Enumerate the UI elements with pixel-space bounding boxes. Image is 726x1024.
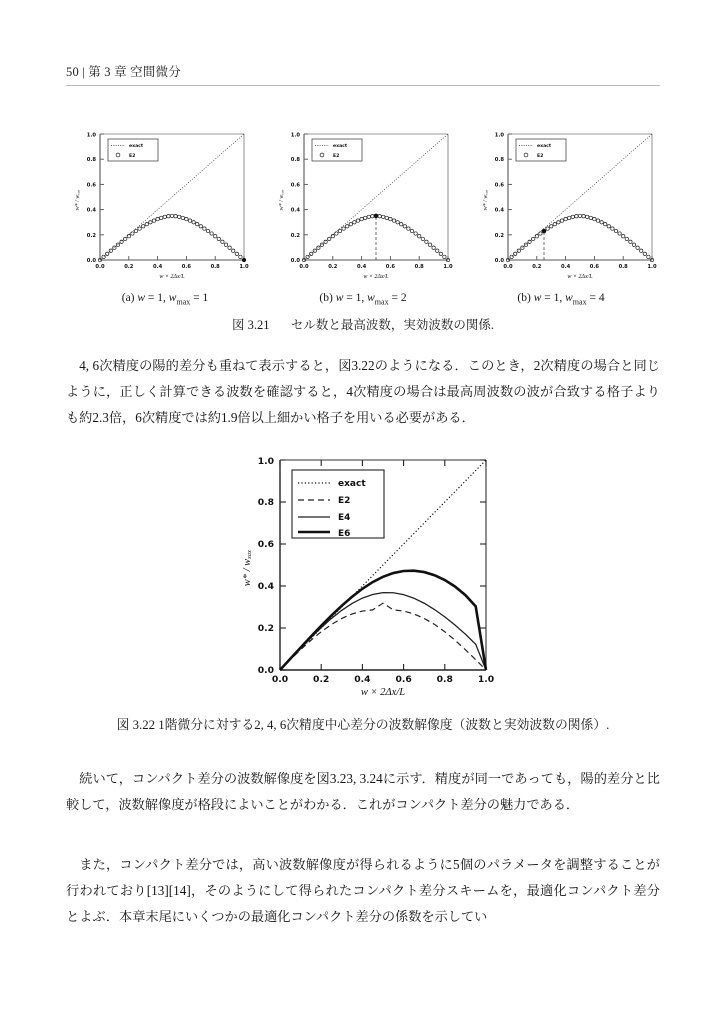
xaxis-label-b: w × 2Δx/L [363,274,389,280]
paragraph-1-text: 4, 6次精度の陽的差分も重ねて表示すると，図3.22のようになる．このとき，2次精度の場合と同じように，正しく計算できる波数を確認すると，4次精度の場合は最高周波数の波が合致する格子よりも約2.3倍，6次精度では約1.9倍以上細かい格子を用いる必要がある． [66,358,660,425]
svg-text:exact: exact [333,144,348,149]
svg-text:0.8: 0.8 [494,157,504,164]
svg-text:0.6: 0.6 [395,674,412,685]
subcaption-c-sub: max [572,297,587,307]
svg-text:E2: E2 [129,153,136,159]
subcaption-b-var: w [335,292,344,304]
subcaption-c-var2: w [565,292,573,304]
chart-main-svg [230,448,496,700]
subcaption-c [462,292,660,306]
svg-text:0.6: 0.6 [181,264,192,270]
svg-text:0.4: 0.4 [356,264,367,270]
svg-text:0.8: 0.8 [414,264,424,270]
svg-text:0.2: 0.2 [328,264,338,270]
svg-text:0.6: 0.6 [494,182,504,189]
subcaption-b-eq1: = 1, [346,292,365,304]
svg-text:0.8: 0.8 [86,157,96,164]
main-plot-wrap [66,448,660,700]
subcaption-a-var: w [137,292,146,304]
xtick-labels-a [95,264,249,270]
svg-text:0.4: 0.4 [152,264,163,270]
svg-text:1.0: 1.0 [86,132,96,139]
svg-text:0.6: 0.6 [290,182,300,189]
svg-text:0.2: 0.2 [86,232,96,239]
legend-label-e4: E4 [338,513,351,523]
highlight-marker-c [542,229,547,234]
svg-text:E2: E2 [333,153,340,159]
ytick-labels-b [291,133,301,265]
paragraph-3 [66,766,660,818]
svg-text:0.4: 0.4 [290,207,300,214]
subcaption-a-var2: w [168,292,177,304]
legend-label-e2: E2 [338,496,351,506]
legend-c [516,139,566,161]
svg-text:0.8: 0.8 [290,157,300,164]
svg-text:1.0: 1.0 [239,264,249,270]
svg-text:0.2: 0.2 [257,623,274,634]
subcaption-b [264,292,462,306]
legend-a [108,139,158,161]
svg-text:E2: E2 [537,153,544,159]
svg-text:0.2: 0.2 [313,674,330,685]
svg-text:1.0: 1.0 [290,132,300,139]
svg-text:1.0: 1.0 [257,456,274,467]
header-rule [66,85,660,86]
legend-label-e6: E6 [338,529,351,539]
svg-text:0.0: 0.0 [299,264,309,270]
subcaption-c-eq2: = 4 [589,292,605,304]
figure-3-22 [66,448,660,733]
series-e2-c [506,214,653,262]
figure-3-21 [66,124,660,333]
svg-text:0.6: 0.6 [385,264,396,270]
ytick-labels-c [495,133,505,265]
svg-text:0.4: 0.4 [354,674,371,685]
page-number: 50 [66,65,79,79]
svg-text:0.0: 0.0 [86,258,96,264]
subcaption-b-sub: max [374,297,389,307]
svg-text:0.6: 0.6 [86,182,96,189]
legend-label-exact: exact [338,479,366,489]
xtick-labels-b [299,264,453,270]
running-head [66,62,660,80]
svg-text:0.0: 0.0 [271,674,289,685]
figure-3-22-number: 図 3.22 [116,718,156,732]
svg-text:0.6: 0.6 [257,539,274,550]
chart-small-c-svg [474,124,660,282]
svg-text:0.0: 0.0 [290,258,300,264]
xtick-labels-c [503,264,657,270]
svg-text:0.8: 0.8 [436,674,453,685]
paragraph-1 [66,353,660,431]
subcaption-b-var2: w [367,292,375,304]
subcaption-a [66,292,264,306]
subcaption-a-eq2: = 1 [193,292,209,304]
svg-text:0.0: 0.0 [95,264,105,270]
subcaption-b-eq2: = 2 [391,292,407,304]
endpoint-marker-a [242,258,246,262]
yaxis-label-a: w* / wₓₐₓ [75,189,81,211]
svg-text:0.2: 0.2 [494,232,504,239]
svg-text:1.0: 1.0 [477,674,495,685]
svg-text:exact: exact [537,144,552,149]
svg-text:1.0: 1.0 [647,264,657,270]
legend-b [312,139,362,161]
paragraph-4-text: また，コンパクト差分では，高い波数解像度が得られるように5個のパラメータを調整することが行われており[13][14]，そのようにして得られたコンパクト差分スキームを，最適化コンパクト差分とよぶ．本章末尾にいくつかの最適化コンパクト差分の係数を示してい [66,857,660,924]
subcaption-b-prefix: (b) [319,292,333,304]
highlight-marker-b [374,214,379,219]
svg-text:0.0: 0.0 [503,264,513,270]
chart-small-a-svg [66,124,252,282]
subcaption-a-sub: max [176,297,191,307]
legend-main [292,470,384,539]
svg-text:exact: exact [129,144,144,149]
figure-3-21-caption [66,315,660,333]
svg-text:1.0: 1.0 [494,132,504,139]
svg-text:0.8: 0.8 [618,264,628,270]
figure-3-21-number: 図 3.21 [232,318,270,333]
chart-main [230,448,496,700]
svg-text:0.4: 0.4 [560,264,571,270]
svg-text:0.8: 0.8 [257,497,274,508]
svg-text:0.8: 0.8 [210,264,220,270]
xtick-labels-main [272,674,494,685]
figure-3-22-caption [66,714,660,733]
svg-text:0.2: 0.2 [124,264,134,270]
chart-small-a [66,124,252,282]
yaxis-label-b: w* / wₓₐₓ [279,189,285,211]
xaxis-label-main: w × 2Δx/L [360,687,406,698]
figure-3-21-subcaptions [66,292,660,306]
subcaption-a-prefix: (a) [121,292,135,304]
figure-3-22-caption-text: 1階微分に対する2, 4, 6次精度中心差分の波数解像度（波数と実効波数の関係）. [158,718,610,732]
svg-text:0.0: 0.0 [257,665,274,676]
subcaption-c-prefix: (b) [517,292,531,304]
yaxis-label-c: w* / wₓₐₓ [483,189,489,211]
subcaption-a-eq1: = 1, [147,292,166,304]
chart-small-b [270,124,456,282]
svg-text:0.4: 0.4 [494,207,504,214]
ytick-labels-main [258,456,274,676]
xaxis-label-a: w × 2Δx/L [159,274,185,280]
series-e4-main [280,593,486,670]
chart-small-b-svg [270,124,456,282]
yaxis-label-main: w* / wₓₐₓ [242,549,253,587]
ytick-labels-a [87,133,97,265]
chapter-title: 第 3 章 空間微分 [88,65,181,79]
svg-text:0.4: 0.4 [86,207,96,214]
subcaption-c-var: w [533,292,542,304]
xaxis-label-c: w × 2Δx/L [567,274,593,280]
svg-text:0.2: 0.2 [532,264,542,270]
series-e6-main [280,571,486,670]
page-header [66,62,660,86]
svg-text:1.0: 1.0 [443,264,453,270]
svg-text:0.2: 0.2 [290,232,300,239]
header-separator: | [82,65,85,79]
subcaption-c-eq1: = 1, [544,292,563,304]
svg-text:0.0: 0.0 [494,258,504,264]
svg-text:0.6: 0.6 [589,264,600,270]
series-e2-a [98,214,242,262]
paragraph-3-text: 続いて，コンパクト差分の波数解像度を図3.23, 3.24に示す．精度が同一であっても，陽的差分と比較して，波数解像度が格段によいことがわかる．これがコンパクト差分の魅力である． [66,771,660,812]
paragraph-4 [66,852,660,930]
figure-3-21-caption-text: セル数と最高波数，実効波数の関係. [290,318,494,333]
svg-text:0.4: 0.4 [257,581,274,592]
chart-small-c [474,124,660,282]
small-plot-row [66,124,660,282]
